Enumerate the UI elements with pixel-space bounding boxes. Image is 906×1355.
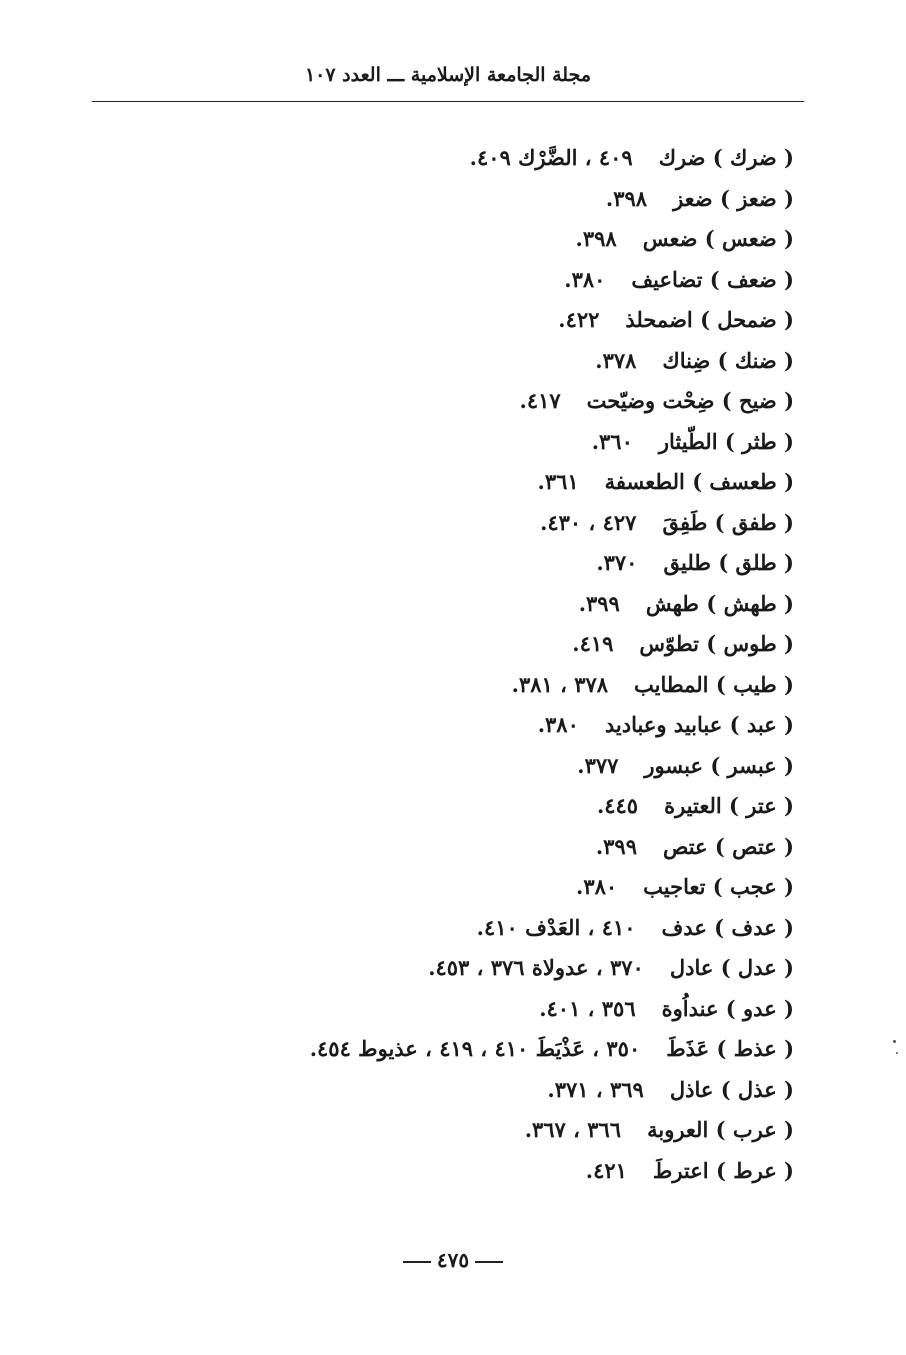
entry-pages: ٤١٧.: [519, 388, 561, 413]
margin-speck: [896, 1052, 898, 1054]
entry-root: ( عدف ): [714, 914, 794, 940]
index-entry: [94, 746, 794, 787]
index-entry: [94, 381, 794, 422]
index-entry: [94, 422, 794, 463]
entry-root: ( عدو ): [725, 995, 794, 1021]
entry-pages: ٤١٩.: [572, 631, 614, 656]
entry-pages: ٣٨٠.: [537, 712, 579, 737]
entry-pages: ٣٦٠.: [591, 428, 633, 454]
entry-words: عادل: [669, 955, 714, 980]
entry-pages: ٣٨٠.: [564, 266, 606, 292]
footer-dash-right: [475, 1261, 503, 1263]
entry-root: ( ضنك ): [717, 347, 794, 373]
running-header: [92, 64, 804, 86]
entry-root: ( طهش ): [706, 590, 794, 616]
entry-root: ( طفق ): [714, 509, 794, 535]
entry-root: ( عجب ): [712, 874, 794, 899]
entry-root: ( عدل ): [720, 955, 794, 980]
entry-words: الطعسفة: [604, 469, 685, 494]
entry-root: ( ضيح ): [721, 388, 794, 413]
entry-pages: ٤٠٩ ، الضَّرْك ٤٠٩.: [469, 145, 633, 170]
index-entry: [94, 624, 794, 665]
entry-root: ( طثر ): [724, 428, 794, 454]
index-entry: [94, 341, 794, 382]
entry-words: ضعس: [642, 226, 698, 251]
entry-words: طَفِقَ: [662, 509, 708, 535]
entry-pages: ٣٥٠ ، عَذْيَطَ ٤١٠ ، ٤١٩ ، عذيوط ٤٥٤.: [309, 1036, 641, 1061]
index-entry: [94, 300, 794, 341]
entry-words: ضعز: [673, 185, 713, 211]
index-entry: [94, 219, 794, 260]
entry-pages: ٣٧٨.: [595, 347, 637, 373]
entry-words: اضمحلذ: [625, 307, 693, 332]
entry-root: ( طيب ): [715, 671, 794, 697]
entry-root: ( عبسر ): [710, 752, 794, 778]
entry-words: المطايب: [634, 671, 709, 697]
journal-title: مجلة الجامعة الإسلامية ـــ العدد ١٠٧: [304, 64, 592, 86]
entry-words: عنداُوة: [661, 995, 719, 1021]
entry-words: تضاعيف: [631, 266, 703, 292]
index-list: [94, 138, 794, 1191]
index-entry: [94, 786, 794, 827]
index-entry: [94, 705, 794, 746]
index-entry: [94, 1070, 794, 1111]
entry-words: تعاجيب: [643, 874, 706, 899]
entry-pages: ٣٩٨.: [605, 185, 648, 211]
entry-pages: ٤٢١.: [585, 1157, 627, 1183]
entry-words: العتيرة: [664, 793, 722, 818]
entry-pages: ٣٩٨.: [575, 226, 617, 251]
entry-pages: ٣٧٠.: [596, 550, 638, 575]
entry-root: ( ضمحل ): [700, 307, 794, 332]
entry-words: ضرك: [658, 145, 706, 170]
entry-root: ( طلق ): [718, 550, 794, 575]
entry-words: ضِناك: [662, 347, 711, 373]
entry-words: اعترطَ: [652, 1157, 709, 1183]
entry-pages: ٣٩٩.: [578, 590, 620, 616]
index-entry: [94, 1110, 794, 1151]
entry-root: ( عذل ): [720, 1076, 794, 1102]
entry-root: ( ضعز ): [719, 185, 794, 211]
index-entry: [94, 1151, 794, 1192]
entry-root: ( عرط ): [715, 1157, 794, 1183]
entry-pages: ٣٦١.: [537, 469, 579, 494]
index-entry: [94, 260, 794, 301]
entry-words: عاذل: [669, 1076, 714, 1102]
entry-pages: ٣٧٨ ، ٣٨١.: [511, 671, 609, 697]
index-entry: [94, 503, 794, 544]
entry-words: العروبة: [647, 1117, 709, 1142]
index-entry: [94, 867, 794, 908]
entry-words: ضِحْت وضيّحت: [586, 388, 715, 413]
entry-pages: ٣٥٦ ، ٤٠١.: [539, 995, 636, 1021]
entry-words: تطوّس: [639, 631, 699, 656]
index-entry: [94, 989, 794, 1030]
entry-root: ( عرب ): [715, 1117, 794, 1142]
entry-root: ( طوس ): [706, 631, 794, 656]
entry-pages: ٤٢٧ ، ٤٣٠.: [540, 509, 637, 535]
footer-dash-left: [403, 1261, 431, 1263]
entry-words: طهش: [645, 590, 700, 616]
index-entry: [94, 584, 794, 625]
entry-words: طليق: [663, 550, 711, 575]
margin-speck: [893, 1040, 896, 1043]
entry-pages: ٣٧٠ ، عدولاة ٣٧٦ ، ٤٥٣.: [428, 955, 644, 980]
entry-root: ( عتر ): [729, 793, 794, 818]
index-entry: [94, 908, 794, 949]
index-entry: [94, 138, 794, 179]
entry-root: ( عبد ): [729, 712, 794, 737]
entry-words: عدف: [661, 914, 707, 940]
entry-root: ( عتص ): [714, 833, 794, 859]
entry-pages: ٤٢٢.: [558, 307, 600, 332]
entry-pages: ٣٨٠.: [576, 874, 618, 899]
index-entry: [94, 665, 794, 706]
entry-root: ( ضرك ): [712, 145, 794, 170]
entry-root: ( ضعس ): [704, 226, 794, 251]
index-entry: [94, 543, 794, 584]
page-footer: [0, 1248, 906, 1272]
entry-root: ( طعسف ): [692, 469, 794, 494]
entry-pages: ٤١٠ ، العَدْف ٤١٠.: [476, 914, 636, 940]
entry-pages: ٣٦٦ ، ٣٦٧.: [524, 1117, 622, 1142]
index-entry: [94, 179, 794, 220]
page-number: ٤٧٥: [436, 1248, 470, 1272]
entry-words: عتص: [662, 833, 708, 859]
entry-pages: ٣٩٩.: [595, 833, 637, 859]
index-entry: [94, 1029, 794, 1070]
index-entry: [94, 462, 794, 503]
index-entry: [94, 827, 794, 868]
entry-pages: ٣٧٧.: [577, 752, 619, 778]
entry-words: عَذَطَ: [666, 1036, 710, 1061]
entry-words: عبابيد وعباديد: [604, 712, 723, 737]
entry-words: عبسور: [644, 752, 703, 778]
entry-pages: ٣٦٩ ، ٣٧١.: [547, 1076, 644, 1102]
entry-root: ( عذط ): [716, 1036, 794, 1061]
entry-root: ( ضعف ): [709, 266, 794, 292]
header-rule: [92, 101, 804, 102]
entry-words: الطّيثار: [658, 428, 718, 454]
index-entry: [94, 948, 794, 989]
entry-pages: ٤٤٥.: [596, 793, 639, 818]
